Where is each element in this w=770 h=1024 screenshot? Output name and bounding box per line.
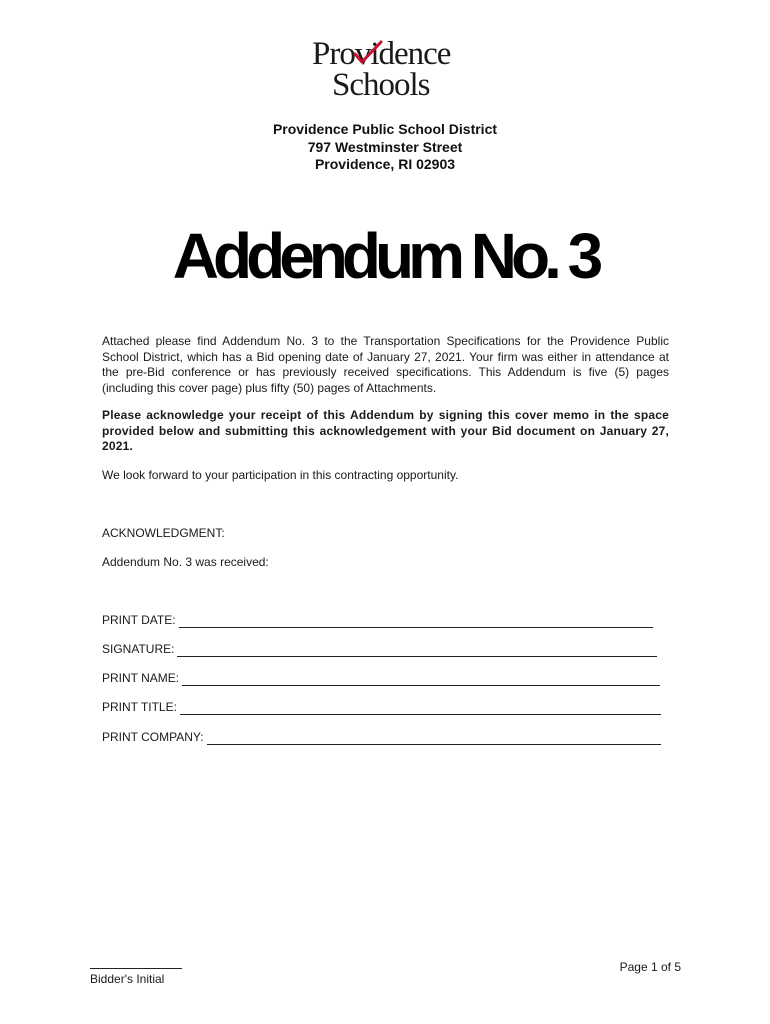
addendum-received-label: Addendum No. 3 was received:: [102, 555, 269, 569]
intro-paragraph: Attached please find Addendum No. 3 to the Transportation Specifications for the Providence Public School District, which has a Bid opening date of January 27, 2021. Your firm was either in attendance at the pre-Bid conference or has previously received specifications. This Addendum is five (5) pages (including this cover page) plus fifty (50) pages of Attachments.: [102, 334, 669, 395]
city-state-zip: Providence, RI 02903: [314, 156, 456, 172]
providence-schools-logo: [312, 36, 462, 102]
print-name-line[interactable]: [182, 673, 660, 686]
logo-checkmark-icon: [353, 40, 383, 66]
page-number: Page 1 of 5: [619, 960, 681, 974]
closing-paragraph: We look forward to your participation in this contracting opportunity.: [102, 468, 459, 482]
signature-line[interactable]: [177, 644, 657, 657]
signature-label: SIGNATURE:: [102, 642, 175, 656]
print-company-line[interactable]: [207, 732, 661, 745]
signature-field[interactable]: [102, 642, 657, 657]
print-name-field[interactable]: [102, 671, 660, 686]
print-company-label: PRINT COMPANY:: [102, 730, 204, 744]
print-title-field[interactable]: [102, 700, 661, 715]
bidder-initial-label: Bidder's Initial: [90, 972, 165, 986]
print-date-label: PRINT DATE:: [102, 613, 176, 627]
print-company-field[interactable]: [102, 730, 661, 745]
print-title-label: PRINT TITLE:: [102, 700, 177, 714]
logo-line-2: Schools: [332, 67, 430, 103]
logo-line-1: Providence: [312, 36, 451, 72]
document-title: Addendum No. 3: [172, 220, 598, 292]
district-address: [0, 121, 770, 174]
print-date-line[interactable]: [179, 615, 653, 628]
print-name-label: PRINT NAME:: [102, 671, 180, 685]
acknowledge-instruction: Please acknowledge your receipt of this Addendum by signing this cover memo in the space provided below and submitting this acknowledgement with your Bid document on January 27, 2021.: [102, 408, 669, 453]
print-date-field[interactable]: [102, 613, 653, 628]
print-title-line[interactable]: [180, 702, 661, 715]
district-name: Providence Public School District: [272, 121, 498, 137]
bidder-initial-line[interactable]: [90, 968, 182, 969]
acknowledgment-heading: ACKNOWLEDGMENT:: [102, 526, 225, 540]
street-address: 797 Westminster Street: [307, 138, 463, 155]
